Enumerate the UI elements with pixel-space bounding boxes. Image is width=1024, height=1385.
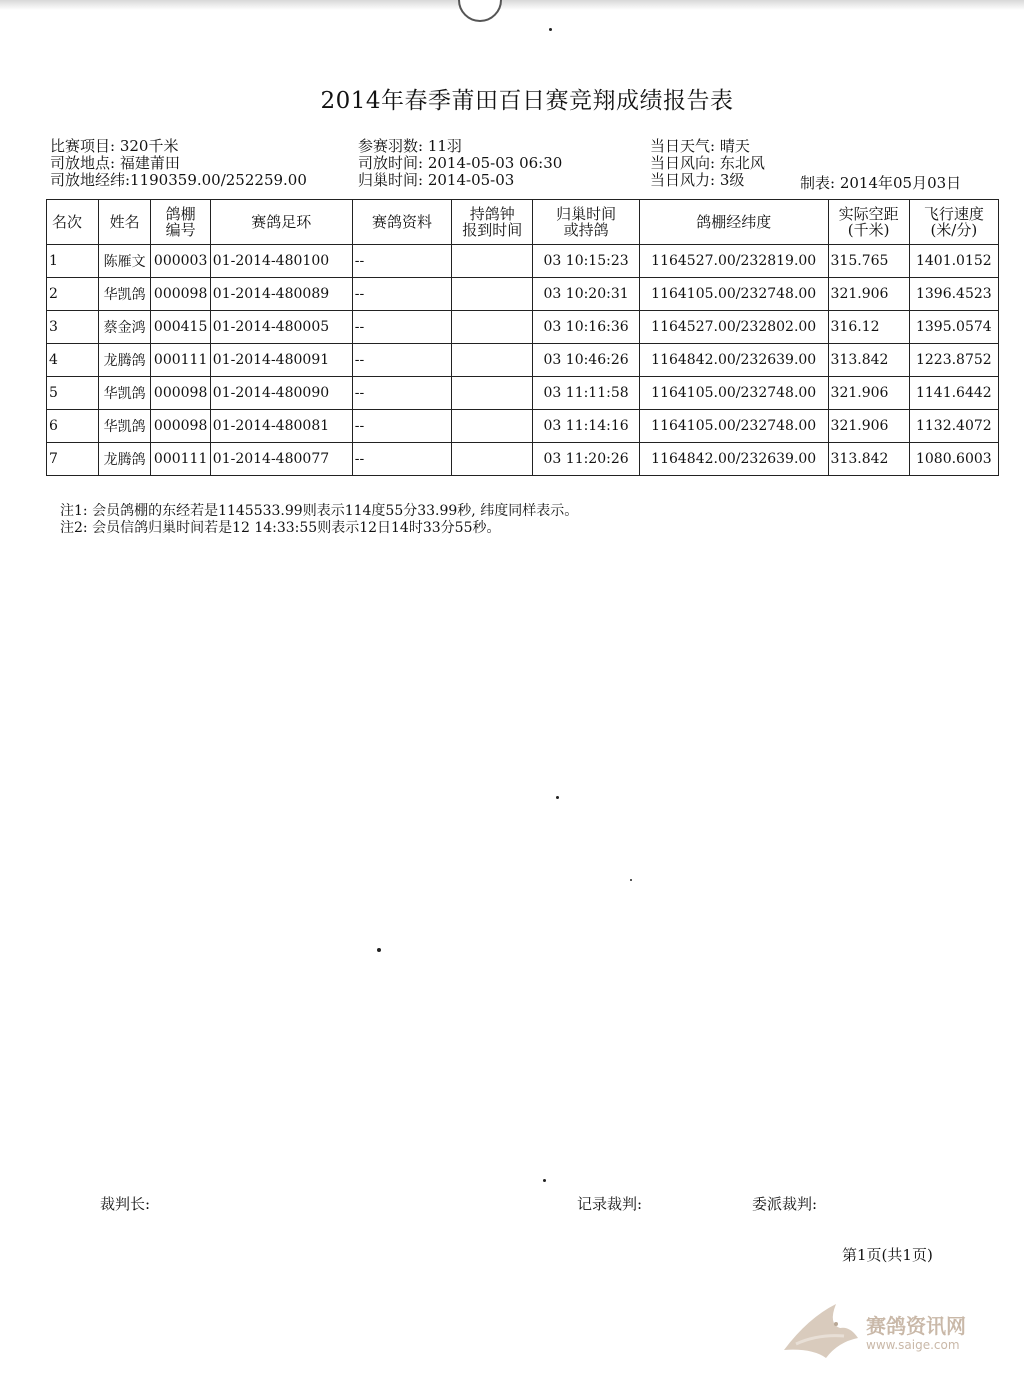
cell-pigeon-info: -- <box>352 344 451 377</box>
table-row <box>47 410 999 443</box>
pigeon-logo-icon <box>778 1298 868 1368</box>
cell-distance: 316.12 <box>828 311 909 344</box>
info-table-date: 制表: 2014年05月03日 <box>800 174 962 192</box>
notes <box>60 503 578 537</box>
cell-rank: 2 <box>47 278 99 311</box>
table-row <box>47 245 999 278</box>
cell-ring: 01-2014-480091 <box>210 344 352 377</box>
header-rank: 名次 <box>47 200 99 245</box>
cell-distance: 315.765 <box>828 245 909 278</box>
cell-speed: 1401.0152 <box>909 245 998 278</box>
cell-name: 华凯鸽 <box>98 410 151 443</box>
cell-clock-time <box>452 377 533 410</box>
header-name: 姓名 <box>98 200 151 245</box>
cell-loft-id: 000098 <box>151 410 210 443</box>
cell-return-time: 03 10:16:36 <box>533 311 640 344</box>
cell-pigeon-info: -- <box>352 278 451 311</box>
header-loft-coordinates: 鸽棚经纬度 <box>639 200 828 245</box>
table-row <box>47 278 999 311</box>
table-row <box>47 377 999 410</box>
scan-shadow <box>0 0 1024 10</box>
cell-loft-id: 000003 <box>151 245 210 278</box>
note-return-time: 注2: 会员信鸽归巢时间若是12 14:33:55则表示12日14时33分55秒。 <box>60 520 501 536</box>
cell-return-time: 03 10:15:23 <box>533 245 640 278</box>
cell-name: 华凯鸽 <box>98 377 151 410</box>
table-row <box>47 311 999 344</box>
cell-loft-id: 000098 <box>151 377 210 410</box>
cell-distance: 321.906 <box>828 377 909 410</box>
table-row <box>47 443 999 476</box>
cell-loft-coordinates: 1164842.00/232639.00 <box>639 443 828 476</box>
cell-rank: 4 <box>47 344 99 377</box>
cell-clock-time <box>452 443 533 476</box>
cell-speed: 1395.0574 <box>909 311 998 344</box>
header-ring: 赛鸽足环 <box>210 200 352 245</box>
signature-chief-judge: 裁判长: <box>100 1195 151 1213</box>
info-return-date: 归巢时间: 2014-05-03 <box>358 171 515 189</box>
cell-name: 蔡金鸿 <box>98 311 151 344</box>
info-column-time <box>358 138 562 189</box>
report-title: 2014年春季莆田百日赛竞翔成绩报告表 <box>320 88 734 114</box>
cell-rank: 1 <box>47 245 99 278</box>
cell-return-time: 03 11:20:26 <box>533 443 640 476</box>
cell-name: 龙腾鸽 <box>98 443 151 476</box>
cell-distance: 313.842 <box>828 443 909 476</box>
cell-loft-id: 000111 <box>151 344 210 377</box>
cell-pigeon-info: -- <box>352 410 451 443</box>
cell-ring: 01-2014-480090 <box>210 377 352 410</box>
header-clock-time: 持鸽钟 报到时间 <box>452 200 533 245</box>
cell-pigeon-info: -- <box>352 443 451 476</box>
cell-loft-coordinates: 1164105.00/232748.00 <box>639 377 828 410</box>
cell-clock-time <box>452 410 533 443</box>
cell-loft-id: 000111 <box>151 443 210 476</box>
table-header-row <box>47 200 999 245</box>
signature-delegated-judge: 委派裁判: <box>752 1195 818 1213</box>
cell-return-time: 03 10:20:31 <box>533 278 640 311</box>
info-release-location: 司放地点: 福建莆田 <box>50 154 180 172</box>
info-column-race <box>50 138 307 189</box>
header-loft-id: 鸽棚 编号 <box>151 200 210 245</box>
cell-clock-time <box>452 245 533 278</box>
cell-speed: 1223.8752 <box>909 344 998 377</box>
cell-distance: 321.906 <box>828 278 909 311</box>
cell-speed: 1132.4072 <box>909 410 998 443</box>
cell-clock-time <box>452 278 533 311</box>
info-entry-count: 参赛羽数: 11羽 <box>358 137 462 155</box>
info-release-time: 司放时间: 2014-05-03 06:30 <box>358 154 563 172</box>
cell-return-time: 03 11:11:58 <box>533 377 640 410</box>
cell-distance: 321.906 <box>828 410 909 443</box>
note-longitude: 注1: 会员鸽棚的东经若是1145533.99则表示114度55分33.99秒, 纬度同样表示。 <box>60 503 579 519</box>
cell-speed: 1080.6003 <box>909 443 998 476</box>
cell-loft-coordinates: 1164527.00/232802.00 <box>639 311 828 344</box>
cell-speed: 1141.6442 <box>909 377 998 410</box>
cell-speed: 1396.4523 <box>909 278 998 311</box>
header-distance: 实际空距 (千米) <box>828 200 909 245</box>
cell-loft-id: 000415 <box>151 311 210 344</box>
info-column-weather <box>650 138 765 189</box>
cell-pigeon-info: -- <box>352 245 451 278</box>
scan-speck <box>630 879 632 881</box>
signature-recording-judge: 记录裁判: <box>577 1195 643 1213</box>
cell-rank: 3 <box>47 311 99 344</box>
scan-speck <box>543 1179 546 1182</box>
cell-clock-time <box>452 344 533 377</box>
cell-ring: 01-2014-480005 <box>210 311 352 344</box>
cell-pigeon-info: -- <box>352 377 451 410</box>
cell-ring: 01-2014-480100 <box>210 245 352 278</box>
cell-pigeon-info: -- <box>352 311 451 344</box>
cell-name: 华凯鸽 <box>98 278 151 311</box>
cell-loft-coordinates: 1164105.00/232748.00 <box>639 410 828 443</box>
cell-return-time: 03 10:46:26 <box>533 344 640 377</box>
cell-return-time: 03 11:14:16 <box>533 410 640 443</box>
info-race-item: 比赛项目: 320千米 <box>50 137 179 155</box>
punch-hole <box>458 0 502 22</box>
scan-speck <box>377 948 381 952</box>
cell-loft-id: 000098 <box>151 278 210 311</box>
cell-loft-coordinates: 1164105.00/232748.00 <box>639 278 828 311</box>
header-return-time: 归巢时间 或持鸽 <box>533 200 640 245</box>
cell-rank: 5 <box>47 377 99 410</box>
cell-rank: 7 <box>47 443 99 476</box>
results-table <box>46 199 999 476</box>
header-pigeon-info: 赛鸽资料 <box>352 200 451 245</box>
info-weather: 当日天气: 晴天 <box>650 137 750 155</box>
cell-loft-coordinates: 1164842.00/232639.00 <box>639 344 828 377</box>
cell-ring: 01-2014-480077 <box>210 443 352 476</box>
page-number: 第1页(共1页) <box>842 1246 933 1264</box>
watermark-site-name: 赛鸽资讯网 <box>866 1314 966 1338</box>
info-wind-force: 当日风力: 3级 <box>650 171 745 189</box>
cell-distance: 313.842 <box>828 344 909 377</box>
info-wind-direction: 当日风向: 东北风 <box>650 154 765 172</box>
cell-name: 陈雁文 <box>98 245 151 278</box>
header-speed: 飞行速度 (米/分) <box>909 200 998 245</box>
cell-clock-time <box>452 311 533 344</box>
info-release-coordinates: 司放地经纬:1190359.00/252259.00 <box>50 171 307 189</box>
scan-speck <box>556 796 559 799</box>
cell-ring: 01-2014-480081 <box>210 410 352 443</box>
cell-rank: 6 <box>47 410 99 443</box>
watermark <box>778 1298 988 1368</box>
cell-name: 龙腾鸽 <box>98 344 151 377</box>
scan-speck <box>549 28 552 31</box>
table-row <box>47 344 999 377</box>
cell-ring: 01-2014-480089 <box>210 278 352 311</box>
cell-loft-coordinates: 1164527.00/232819.00 <box>639 245 828 278</box>
watermark-site-url: www.saige.com <box>866 1338 960 1352</box>
